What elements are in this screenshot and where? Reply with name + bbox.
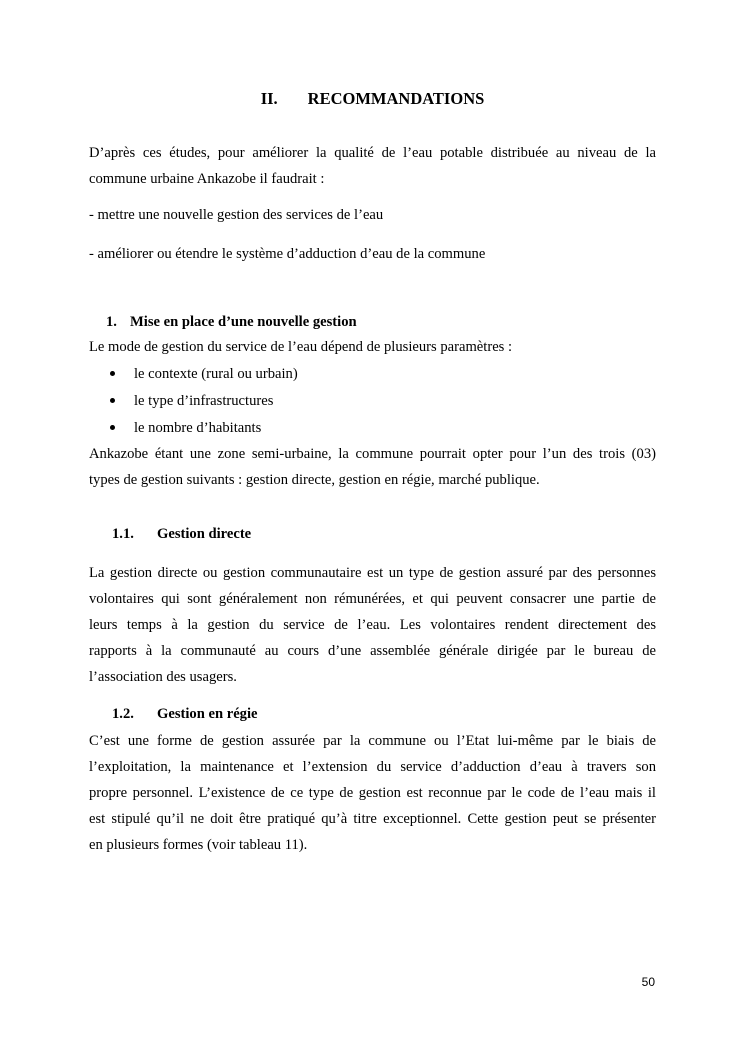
- paragraph-line: leurs temps à la gestion du service de l’eau. Les volontaires rendent directement des: [89, 617, 656, 633]
- paragraph-line: l’association des usagers.: [89, 669, 237, 685]
- list-item-text: le type d’infrastructures: [134, 393, 274, 409]
- bullet-icon: [110, 371, 115, 376]
- subsection-1-heading: [106, 312, 357, 332]
- paragraph-line: Ankazobe étant une zone semi-urbaine, la commune pourrait opter pour l’un des trois (03): [89, 446, 656, 462]
- parameter-list: [110, 364, 298, 445]
- subsection-1-2-title: Gestion en régie: [157, 706, 258, 722]
- paragraph-line: en plusieurs formes (voir tableau 11).: [89, 837, 308, 853]
- intro-item-1: - mettre une nouvelle gestion des services de l’eau: [89, 207, 384, 223]
- subsection-1-1-title: Gestion directe: [157, 526, 252, 542]
- subsection-1-lead: Le mode de gestion du service de l’eau dépend de plusieurs paramètres :: [89, 339, 513, 355]
- list-item: [110, 391, 298, 418]
- list-item-text: le nombre d’habitants: [134, 420, 262, 436]
- subsection-1-paragraph: [89, 441, 656, 493]
- subsection-1-2-paragraph: [89, 728, 656, 858]
- paragraph-line: l’exploitation, la maintenance et l’extension du service d’adduction d’eau à travers son: [89, 759, 656, 775]
- bullet-icon: [110, 398, 115, 403]
- list-item-text: le contexte (rural ou urbain): [134, 366, 298, 382]
- section-heading: [0, 88, 745, 110]
- bullet-icon: [110, 425, 115, 430]
- subsection-1-2-number: 1.2.: [112, 706, 134, 722]
- subsection-1-1-heading: [112, 524, 251, 544]
- subsection-1-1-paragraph: [89, 560, 656, 690]
- paragraph-line: est stipulé qu’il ne doit être pratiqué qu’à titre exceptionnel. Cette gestion peut se présenter: [89, 811, 656, 827]
- paragraph-line: La gestion directe ou gestion communautaire est un type de gestion assuré par des personnes: [89, 565, 656, 581]
- intro-item-2: - améliorer ou étendre le système d’adduction d’eau de la commune: [89, 246, 486, 262]
- subsection-1-2-heading: [112, 704, 258, 724]
- section-title: RECOMMANDATIONS: [307, 89, 485, 108]
- paragraph-line: volontaires qui sont généralement non rémunérées, et qui peuvent consacrer une partie de: [89, 591, 656, 607]
- section-number: II.: [260, 89, 278, 108]
- paragraph-line: rapports à la communauté au cours d’une assemblée générale dirigée par le bureau de: [89, 643, 656, 659]
- subsection-1-1-number: 1.1.: [112, 526, 134, 542]
- paragraph-line: types de gestion suivants : gestion directe, gestion en régie, marché publique.: [89, 472, 540, 488]
- subsection-1-title: Mise en place d’une nouvelle gestion: [130, 314, 357, 330]
- subsection-1-number: 1.: [106, 314, 117, 330]
- paragraph-line: propre personnel. L’existence de ce type de gestion est reconnue par le code de l’eau mais il: [89, 785, 656, 801]
- page-number: 50: [641, 975, 655, 989]
- intro-line-1: D’après ces études, pour améliorer la qualité de l’eau potable distribuée au niveau de la: [89, 145, 656, 161]
- intro-paragraph: [89, 140, 656, 192]
- intro-line-2: commune urbaine Ankazobe il faudrait :: [89, 171, 325, 187]
- paragraph-line: C’est une forme de gestion assurée par la commune ou l’Etat lui-même par le biais de: [89, 733, 656, 749]
- list-item: [110, 364, 298, 391]
